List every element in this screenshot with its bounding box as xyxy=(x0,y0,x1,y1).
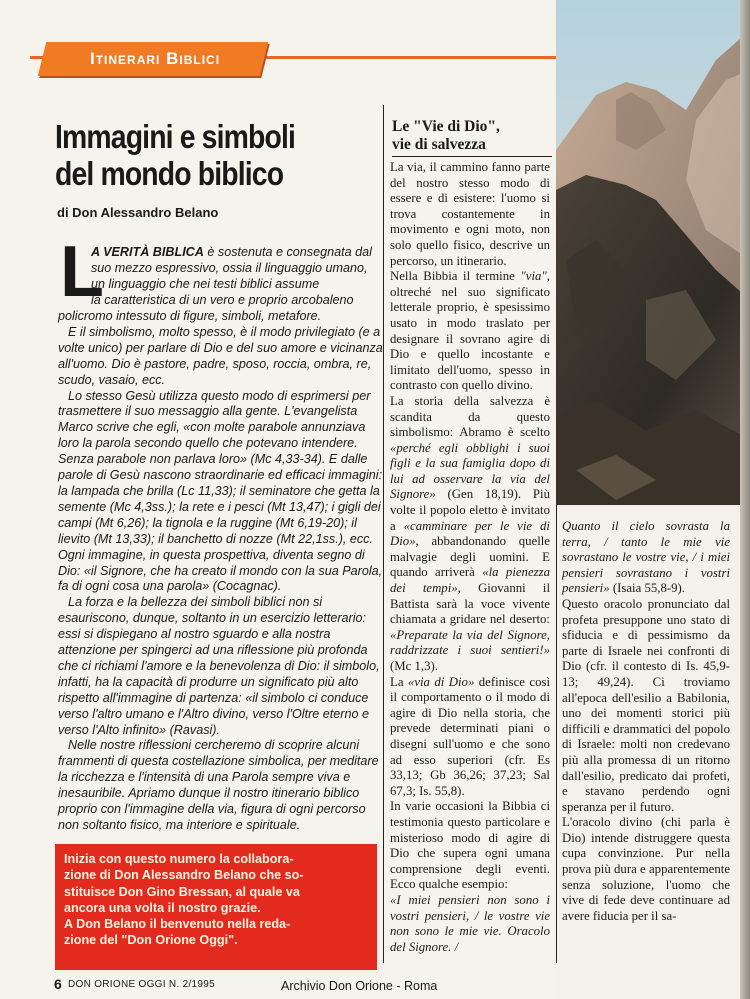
mountain-image xyxy=(556,0,750,505)
text-run: , oltreché nel suo significato letterale proprio, è spesissimo usato in modo traslato per designare il sovrano agire di Dio e quello incostante e limitato dell'uomo, spesso in contrasto con quello divino. xyxy=(390,269,550,393)
text-run: (Mc 1,3). xyxy=(390,659,438,673)
section-subheading xyxy=(392,118,500,154)
paragraph-4: La forza e la bellezza dei simboli biblici non si esauriscono, dunque, soltanto in un esercizio letterario: essi si dispiegano al nostro sguardo e alla nostra attenzione per spingerci ad una riflessione più profonda che ci richiami l'amore e la benevolenza di Dio: il simbolo, infatti, ha la capacità di produrre un significato più alto rispetto all'immagine di partenza: «il simbolo ci conduce verso l'altro umano e l'Altro divino, verso l'Oltre eterno e verso l'Alto infinito» (Ravasi). xyxy=(58,595,380,737)
archive-label: Archivio Don Orione - Roma xyxy=(281,979,438,993)
col2-paragraph-3 xyxy=(390,394,550,675)
text-run: La storia della salvezza è scandita da questo simbolismo: Abramo è scelto xyxy=(390,393,550,440)
subhead-rule xyxy=(392,156,552,157)
page-number: 6 xyxy=(54,976,62,992)
article-title xyxy=(55,118,339,192)
title-line-1: Immagini e simboli xyxy=(55,118,296,155)
column-divider-left xyxy=(383,105,384,963)
byline: di Don Alessandro Belano xyxy=(57,205,219,220)
notice-line: stituisce Don Gino Bressan, al quale va xyxy=(64,884,300,899)
intro-indented xyxy=(91,245,381,309)
text-run: Quanto il cielo sovrasta la terra, / tanto le mie vie sovrastano le vostre vie, / i miei pensieri sovrastano i vostri pensieri» xyxy=(562,519,730,596)
text-run: , abbandonando quelle malvagie degli uomini. E quando arriverà xyxy=(390,534,550,580)
intro-line: un linguaggio che nei testi biblici assume xyxy=(91,276,320,291)
column-2 xyxy=(390,160,550,955)
col2-paragraph-4 xyxy=(390,675,550,800)
column-3 xyxy=(562,519,730,924)
intro-line: suo mezzo espressivo, ossia il linguaggio umano, xyxy=(91,260,368,275)
col2-paragraph-5: In varie occasioni la Bibbia ci testimonia questo particolare e misterioso modo di agire di Dio che supera ogni umana comprensione degli eventi. Ecco qualche esempio: xyxy=(390,799,550,892)
paragraph-2: E il simbolismo, molto spesso, è il modo privilegiato (e a volte unico) per parlare di Dio e del suo amore e vicinanza all'uomo. Dio è pastore, padre, sposo, roccia, ombra, re, scudo, vasaio, ecc. xyxy=(58,324,383,387)
text-run: La xyxy=(390,674,408,689)
col2-paragraph-6: «I miei pensieri non sono i vostri pensieri, / le vostre vie non sono le mie vie. Oracolo del Signore. / xyxy=(390,892,550,954)
intro-lead: A VERITÀ BIBLICA xyxy=(91,245,204,259)
text-run: «via di Dio» xyxy=(407,674,475,689)
text-run: definisce così il comportamento o il modo di agire di Dio nella storia, che prevede determinati piani o disegni sull'uomo e che sono ad esso superiori (cfr. Es 33,13; Gb 36,26; 37,23; Sal 67,3; Is. 55,8). xyxy=(390,674,551,798)
notice-line: A Don Belano il benvenuto nella reda- xyxy=(64,917,291,932)
notice-line: Inizia con questo numero la collabora- xyxy=(64,852,294,866)
title-line-2: del mondo biblico xyxy=(55,155,284,192)
text-run: (Gen 18,19). Più volte il popolo eletto è invitato a xyxy=(390,487,550,533)
intro-first-rest: è sostenuta e consegnata dal xyxy=(203,245,372,259)
col3-quote xyxy=(562,519,730,597)
notice-text xyxy=(64,851,370,949)
text-run: «perché egli obblighi i suoi figli e la sua famiglia dopo di lui ad osservare la via del Signore» xyxy=(390,440,550,502)
text-run: Nella Bibbia il termine xyxy=(390,269,521,284)
subhead-line-2: vie di salvezza xyxy=(392,136,486,153)
intro-line: la caratteristica di un vero e proprio arcobaleno xyxy=(91,292,354,307)
notice-line: zione di Don Alessandro Belano che so- xyxy=(64,868,304,883)
col2-paragraph-1: La via, il cammino fanno parte del nostro stesso modo di essere e di esistere: l'uomo si trova costantemente in movimento e ogni moto, non solo quello fisico, descrive un percorso, un itinerario. xyxy=(390,160,550,268)
drop-cap: L xyxy=(60,232,104,312)
text-run: , Giovanni il Battista sarà la voce vivente chiamata a gridare nel deserto: xyxy=(390,581,550,627)
notice-line: zione del "Don Orione Oggi". xyxy=(64,933,238,948)
column-divider-right xyxy=(556,505,557,963)
col3-paragraph-1: Questo oracolo pronunciato dal profeta presuppone uno stato di sfiducia e di pessimismo da parte di Israele nei confronti di Dio (cfr. il contesto di Is. 45,9-13; 49,24). Ci troviamo all'epoca dell'esilio a Babilonia, uno dei momenti storici più difficili e drammatici del popolo di Israele: molti non credevano più alla promessa di un ritorno dall'esilio, predicato dai profeti, e stavano perdendo ogni speranza per il futuro. xyxy=(562,596,730,814)
mountain-photo xyxy=(556,0,750,505)
notice-line: ancora una volta il nostro grazie. xyxy=(64,900,261,915)
page-binding-shadow xyxy=(740,0,750,999)
text-run: «la pienezza dei tempi» xyxy=(390,565,550,596)
text-run: (Isaia 55,8-9). xyxy=(609,581,685,596)
text-run: «Preparate la via del Signore, raddrizzate i suoi sentieri!» xyxy=(390,627,550,658)
subhead-line-1: Le "Vie di Dio", xyxy=(392,118,500,135)
text-run: «camminare per le vie di Dio» xyxy=(390,518,550,549)
paragraph-5: Nelle nostre riflessioni cercheremo di scoprire alcuni frammenti di questa costellazione simbolica, per meditare la ricchezza e l'intensità di una Parola sempre viva e inesauribile. Apriamo dunque il nostro itinerario biblico proprio con l'immagine della via, figura di ogni percorso non soltanto fisico, ma interiore e spirituale. xyxy=(58,738,379,832)
intro-last-line: policromo intessuto di figure, simboli, metafore. xyxy=(58,309,322,323)
col2-paragraph-2 xyxy=(390,269,550,394)
section-tag: Itinerari Biblici xyxy=(89,49,221,68)
text-run: "via" xyxy=(520,269,547,284)
col3-paragraph-2: L'oracolo divino (chi parla è Dio) intende distruggere questa cupa convinzione. Pur nella prova più dura e apparentemente senza soluzione, l'uomo che vive di fede deve continuare ad avere fiducia per il sa- xyxy=(562,815,730,923)
magazine-issue: DON ORIONE OGGI N. 2/1995 xyxy=(68,979,215,990)
paragraph-3: Lo stesso Gesù utilizza questo modo di esprimersi per trasmettere il suo messaggio alla gente. L'evangelista Marco scrive che egli, «con molte parabole annunziava loro la parola secondo quello che potevano intendere. Senza parabole non parlava loro» (Mc 4,33-34). E dalle parole di Gesù nascono straordinarie ed efficaci immagini: la lampada che brilla (Lc 11,33); il seminatore che getta la semente (Mc 4,3ss.); la rete e i pesci (Mt 13,47); i gigli dei campi (Mt 6,26); la tignola e la ruggine (Mt 6,19-20); il lievito (Mt 13,33); il banchetto di nozze (Mt 22,1ss.), ecc. Ogni immagine, in questa prospettiva, diventa segno di Dio: «il Signore, che ha creato il mondo con la sua Parola, fa di ogni cosa una parola» (Cocagnac). xyxy=(58,388,383,594)
paragraph xyxy=(58,309,383,834)
